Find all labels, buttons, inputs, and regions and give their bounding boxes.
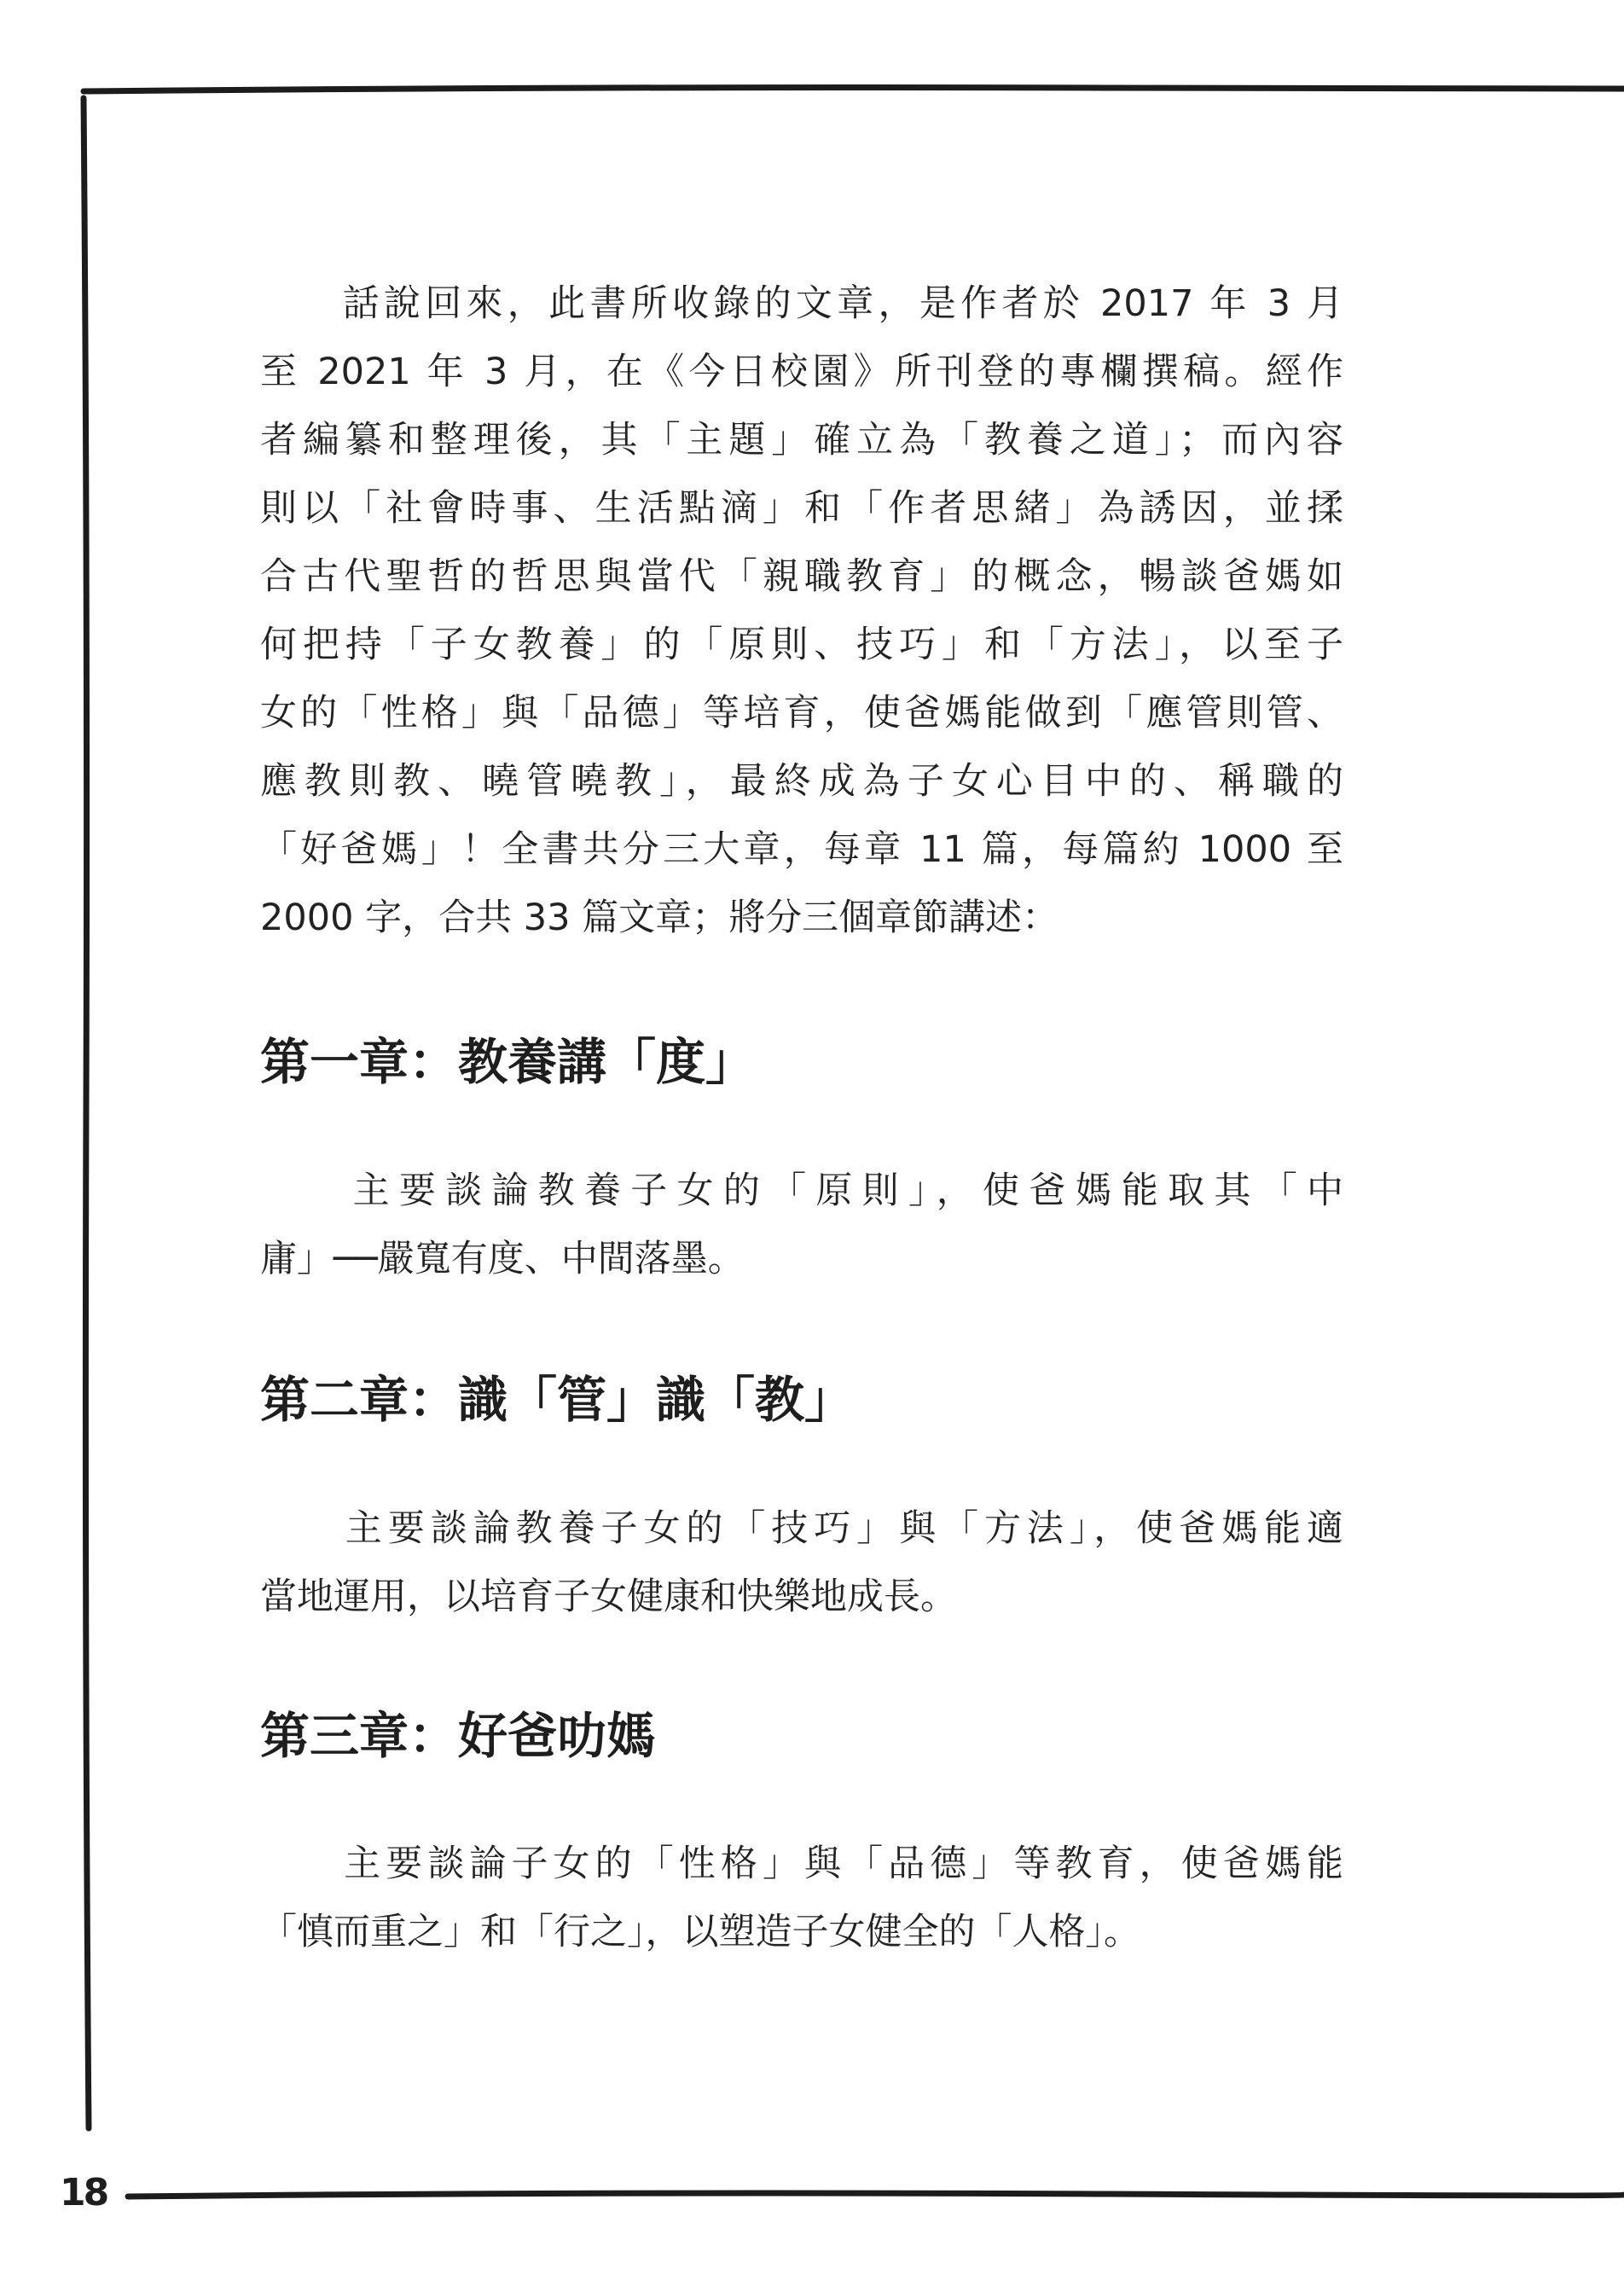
chapter-3-line: 主要談論子女的「性格」與「品德」等教育，使爸媽能 (260, 1843, 1343, 1885)
intro-line: 至 2021 年 3 月，在《今日校園》所刊登的專欄撰稿。經作 (260, 351, 1343, 393)
chapter-2-description (260, 1494, 1343, 1631)
intro-line: 者編纂和整理後，其「主題」確立為「教養之道」；而內容 (260, 419, 1343, 461)
frame-left-line (84, 98, 89, 2128)
chapter-1-heading: 第一章：教養講「度」 (260, 1033, 756, 1091)
intro-line: 2000 字，合共 33 篇文章；將分三個章節講述： (260, 897, 1059, 939)
frame-top-line (84, 88, 1624, 92)
intro-line: 話說回來，此書所收錄的文章，是作者於 2017 年 3 月 (260, 282, 1343, 325)
intro-line: 何把持「子女教養」的「原則、技巧」和「方法」，以至子 (260, 624, 1343, 666)
frame-bottom-line (128, 2193, 1624, 2197)
chapter-2-heading: 第二章：識「管」識「教」 (260, 1371, 855, 1429)
chapter-1-line: 庸」──嚴寬有度、中間落墨。 (260, 1238, 745, 1280)
intro-line: 女的「性格」與「品德」等培育，使爸媽能做到「應管則管、 (260, 692, 1343, 734)
chapter-2-line: 當地運用，以培育子女健康和快樂地成長。 (260, 1576, 957, 1618)
chapter-2-line: 主要談論教養子女的「技巧」與「方法」，使爸媽能適 (260, 1507, 1343, 1550)
intro-line: 應教則教、曉管曉教」，最終成為子女心目中的、稱職的 (260, 760, 1343, 803)
chapter-3-description (260, 1830, 1343, 1966)
chapter-3-heading: 第三章：好爸叻媽 (260, 1707, 657, 1765)
intro-paragraph (260, 270, 1343, 952)
intro-line: 則以「社會時事、生活點滴」和「作者思緒」為誘因，並揉 (260, 487, 1343, 530)
page-number: 18 (60, 2171, 107, 2214)
chapter-1-line: 主要談論教養子女的「原則」，使爸媽能取其「中 (260, 1169, 1343, 1212)
chapter-3-line: 「慎而重之」和「行之」，以塑造子女健全的「人格」。 (260, 1911, 1140, 1953)
intro-line: 「好爸媽」！全書共分三大章，每章 11 篇，每篇約 1000 至 (260, 828, 1343, 871)
intro-line: 合古代聖哲的哲思與當代「親職教育」的概念，暢談爸媽如 (260, 555, 1343, 598)
chapter-1-description (260, 1157, 1343, 1293)
